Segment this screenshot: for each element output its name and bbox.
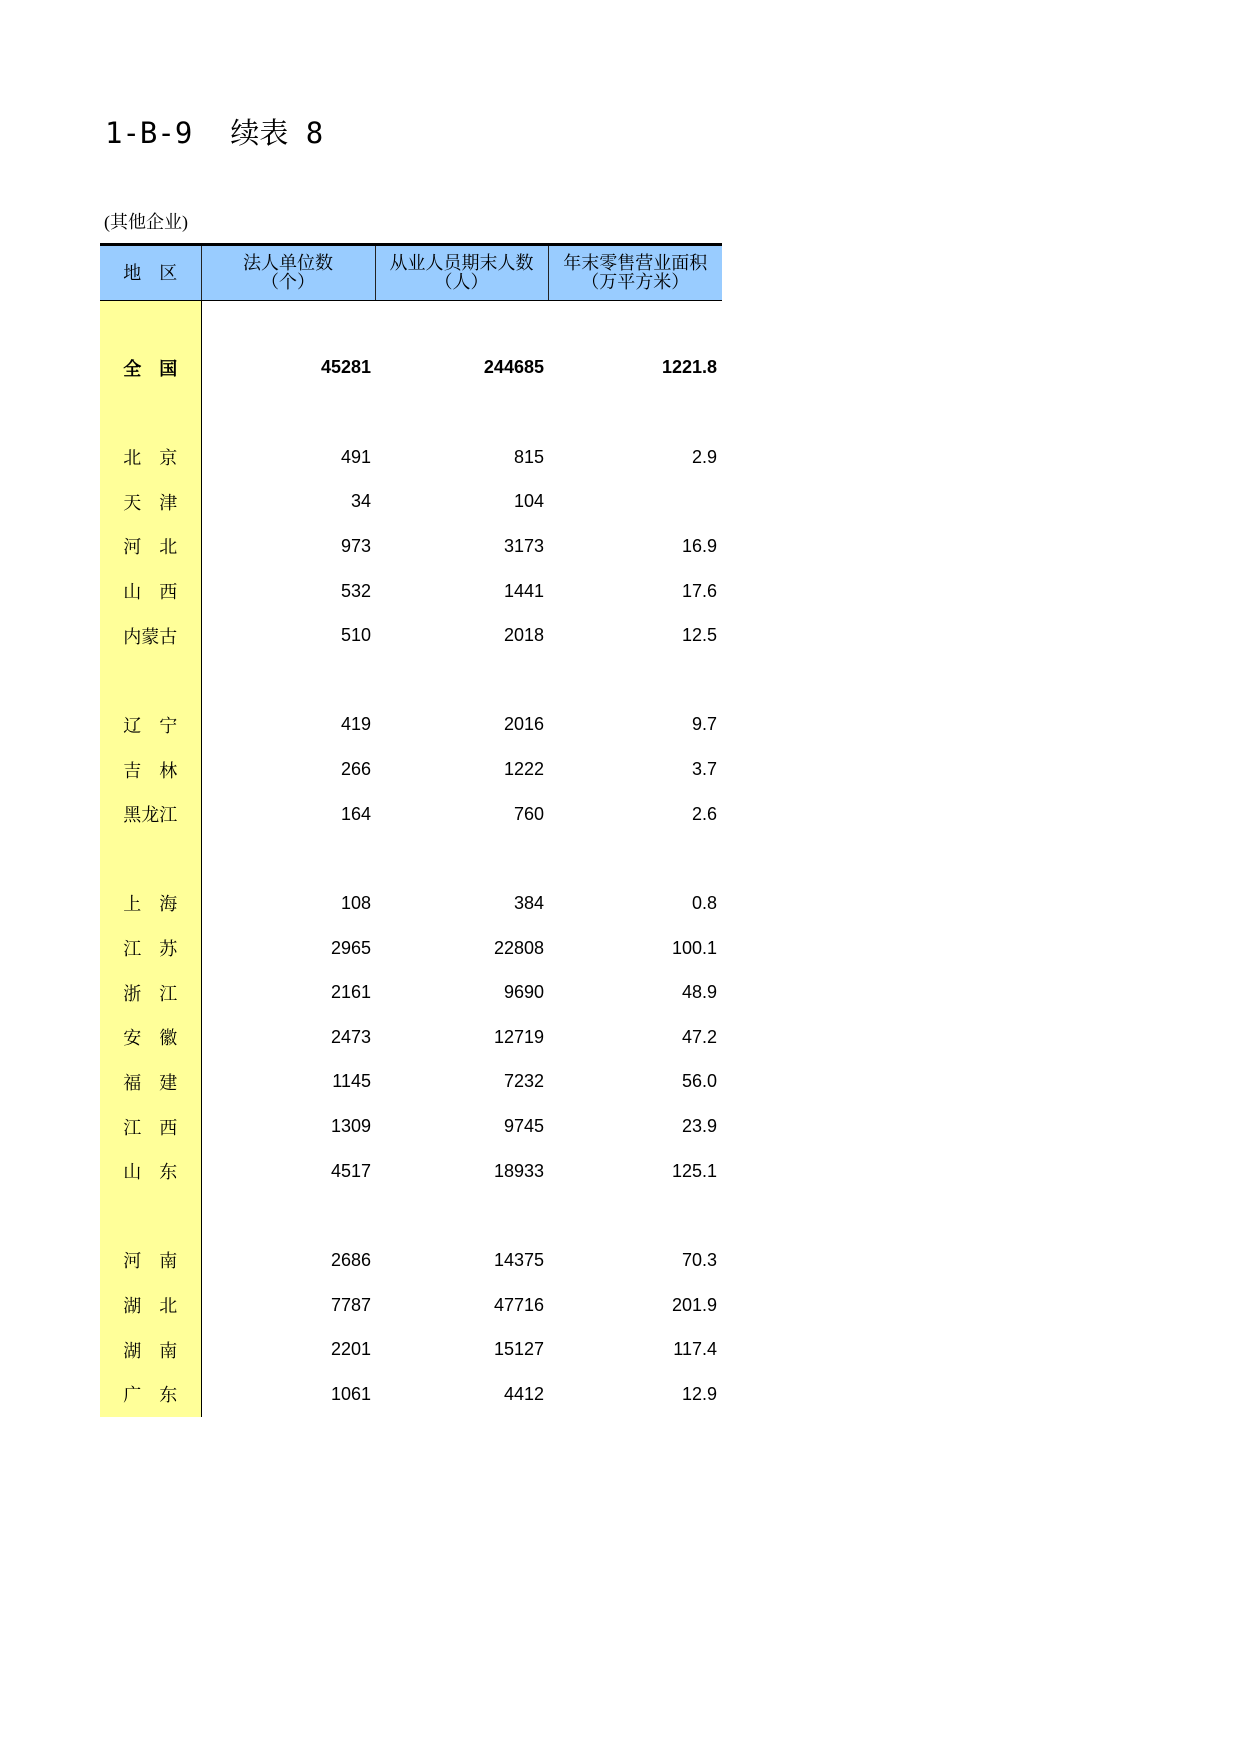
- header-area-unit: （万平方米）: [581, 272, 690, 292]
- area-cell: 16.9: [681, 535, 717, 556]
- table-row: [100, 1015, 722, 1060]
- table-row: [100, 792, 722, 837]
- employees-cell: 4412: [503, 1383, 544, 1404]
- header-units-label: 法人单位数: [243, 253, 333, 273]
- region-cell: 河 南: [100, 1238, 201, 1283]
- employees-cell: 244685: [483, 357, 544, 378]
- region-cell: 江 苏: [100, 926, 201, 971]
- region-cell: 湖 南: [100, 1327, 201, 1372]
- employees-cell: 104: [513, 491, 544, 512]
- area-cell: 70.3: [681, 1249, 717, 1270]
- units-cell: 4517: [330, 1160, 371, 1181]
- area-cell: 201.9: [671, 1294, 717, 1315]
- employees-cell: 22808: [493, 937, 544, 958]
- employees-cell: 18933: [493, 1160, 544, 1181]
- value-cell-empty: [548, 658, 722, 703]
- header-row: [100, 245, 722, 301]
- area-cell: 56.0: [681, 1071, 717, 1092]
- table-row: [100, 1104, 722, 1149]
- table-row: [100, 881, 722, 926]
- area-cell: 3.7: [691, 759, 717, 780]
- employees-cell: 2018: [503, 625, 544, 646]
- region-cell-empty: [100, 301, 201, 346]
- units-cell: 973: [340, 535, 371, 556]
- spacer-row: [100, 658, 722, 703]
- area-cell: 47.2: [681, 1026, 717, 1047]
- units-cell: 1061: [330, 1383, 371, 1404]
- area-cell: 117.4: [673, 1339, 717, 1360]
- spacer-row: [100, 1194, 722, 1239]
- units-cell: 419: [340, 714, 371, 735]
- header-employees-unit: （人）: [434, 272, 489, 292]
- value-cell-empty: [375, 1194, 548, 1239]
- table-row: [100, 1149, 722, 1194]
- region-cell: 黑龙江: [100, 792, 201, 837]
- value-cell-empty: [375, 301, 548, 346]
- value-cell-empty: [548, 301, 722, 346]
- value-cell-empty: [201, 837, 375, 882]
- table-row: [100, 480, 722, 525]
- region-cell: 全 国: [100, 346, 201, 391]
- employees-cell: 815: [513, 446, 544, 467]
- page-title: [105, 114, 323, 152]
- header-area: [548, 245, 722, 301]
- area-cell: 0.8: [691, 892, 717, 913]
- value-cell-empty: [375, 658, 548, 703]
- table-row: [100, 435, 722, 480]
- region-cell: 安 徽: [100, 1015, 201, 1060]
- units-cell: 108: [340, 892, 371, 913]
- table-row: [100, 569, 722, 614]
- spacer-row: [100, 301, 722, 346]
- value-cell-empty: [375, 837, 548, 882]
- employees-cell: 14375: [493, 1249, 544, 1270]
- employees-cell: 12719: [493, 1026, 544, 1047]
- employees-cell: 2016: [503, 714, 544, 735]
- table-row: [100, 613, 722, 658]
- value-cell-empty: [548, 837, 722, 882]
- area-cell: 48.9: [681, 982, 717, 1003]
- employees-cell: 47716: [493, 1294, 544, 1315]
- header-units: [201, 245, 375, 301]
- header-region: [100, 245, 201, 301]
- units-cell: 45281: [320, 357, 371, 378]
- value-cell-empty: [548, 1194, 722, 1239]
- area-cell: 12.9: [681, 1383, 717, 1404]
- region-cell: 山 西: [100, 569, 201, 614]
- employees-cell: 15127: [493, 1339, 544, 1360]
- units-cell: 2686: [330, 1249, 371, 1270]
- area-cell: 17.6: [681, 580, 717, 601]
- table-row: [100, 1283, 722, 1328]
- table-row: [100, 1060, 722, 1105]
- value-cell-empty: [201, 301, 375, 346]
- area-cell: 125.1: [671, 1160, 717, 1181]
- employees-cell: 384: [513, 892, 544, 913]
- value-cell-empty: [375, 390, 548, 435]
- region-cell: 浙 江: [100, 970, 201, 1015]
- spacer-row: [100, 837, 722, 882]
- units-cell: 2473: [330, 1026, 371, 1047]
- area-cell: 12.5: [681, 625, 717, 646]
- table-row: [100, 1238, 722, 1283]
- employees-cell: 7232: [503, 1071, 544, 1092]
- region-cell: 广 东: [100, 1372, 201, 1417]
- area-cell: 2.9: [691, 446, 717, 467]
- header-area-label: 年末零售营业面积: [563, 253, 708, 273]
- table-row: [100, 703, 722, 748]
- table-row: [100, 970, 722, 1015]
- employees-cell: 1441: [503, 580, 544, 601]
- units-cell: 266: [340, 759, 371, 780]
- value-cell-empty: [201, 390, 375, 435]
- area-cell: 2.6: [691, 803, 717, 824]
- units-cell: 2965: [330, 937, 371, 958]
- region-cell: 内蒙古: [100, 613, 201, 658]
- region-cell: 江 西: [100, 1104, 201, 1149]
- header-employees: [375, 245, 548, 301]
- value-cell-empty: [548, 390, 722, 435]
- employees-cell: 1222: [503, 759, 544, 780]
- area-cell: [548, 480, 722, 525]
- area-cell: 23.9: [681, 1116, 717, 1137]
- value-cell-empty: [201, 658, 375, 703]
- spacer-row: [100, 390, 722, 435]
- header-region-label: 地 区: [123, 262, 178, 283]
- area-cell: 1221.8: [661, 357, 717, 378]
- table-row: [100, 926, 722, 971]
- region-cell: 山 东: [100, 1149, 201, 1194]
- table-row: [100, 524, 722, 569]
- region-cell-empty: [100, 837, 201, 882]
- region-cell: 北 京: [100, 435, 201, 480]
- region-cell: 辽 宁: [100, 703, 201, 748]
- region-cell-empty: [100, 1194, 201, 1239]
- units-cell: 491: [340, 446, 371, 467]
- units-cell: 34: [350, 491, 371, 512]
- value-cell-empty: [201, 1194, 375, 1239]
- table-code: 1-B-9: [105, 116, 193, 150]
- units-cell: 510: [340, 625, 371, 646]
- statistics-table: [100, 243, 722, 1417]
- region-cell: 福 建: [100, 1060, 201, 1105]
- total-row: [100, 346, 722, 391]
- region-cell: 湖 北: [100, 1283, 201, 1328]
- units-cell: 164: [340, 803, 371, 824]
- units-cell: 1309: [330, 1116, 371, 1137]
- table-row: [100, 747, 722, 792]
- header-employees-label: 从业人员期末人数: [389, 253, 534, 273]
- units-cell: 532: [340, 580, 371, 601]
- employees-cell: 3173: [503, 535, 544, 556]
- region-cell: 吉 林: [100, 747, 201, 792]
- units-cell: 2201: [330, 1339, 371, 1360]
- area-cell: 9.7: [691, 714, 717, 735]
- table-row: [100, 1372, 722, 1417]
- region-cell: 上 海: [100, 881, 201, 926]
- table-title: 续表 8: [230, 116, 324, 150]
- employees-cell: 9690: [503, 982, 544, 1003]
- region-cell: 河 北: [100, 524, 201, 569]
- region-cell-empty: [100, 658, 201, 703]
- table-subtitle: (其他企业): [104, 212, 188, 232]
- header-units-unit: （个）: [261, 272, 315, 292]
- employees-cell: 9745: [503, 1116, 544, 1137]
- area-cell: 100.1: [671, 937, 717, 958]
- table-header: [100, 245, 722, 301]
- units-cell: 2161: [330, 982, 371, 1003]
- table-body: [100, 301, 722, 1417]
- table-row: [100, 1327, 722, 1372]
- units-cell: 7787: [330, 1294, 371, 1315]
- units-cell: 1145: [332, 1071, 371, 1092]
- region-cell-empty: [100, 390, 201, 435]
- employees-cell: 760: [513, 803, 544, 824]
- region-cell: 天 津: [100, 480, 201, 525]
